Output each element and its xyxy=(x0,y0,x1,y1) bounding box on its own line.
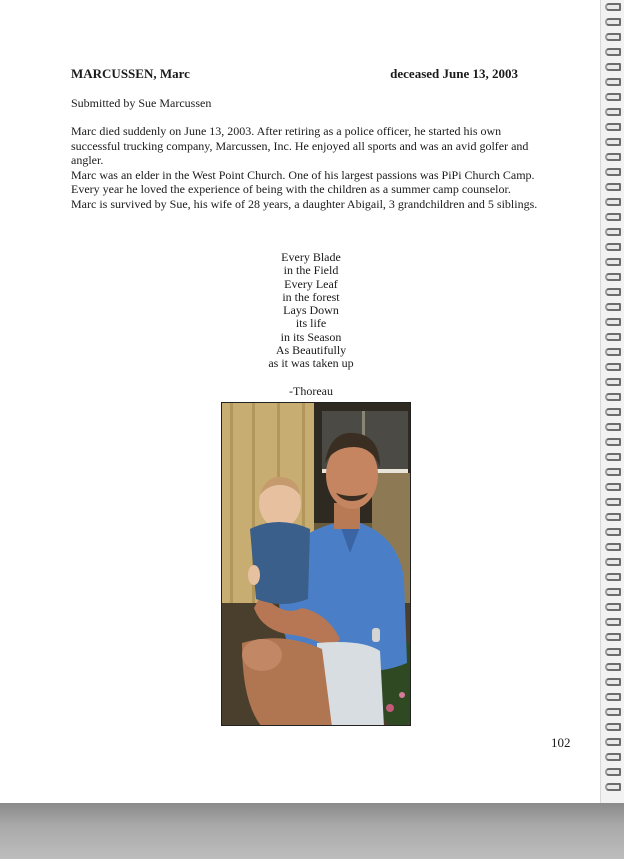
spiral-binding xyxy=(600,0,624,803)
binding-ring xyxy=(605,333,621,341)
poem-line: Every Blade xyxy=(281,250,341,264)
scan-shadow xyxy=(0,803,624,859)
memorial-photo xyxy=(221,402,411,726)
binding-ring xyxy=(605,198,621,206)
binding-ring xyxy=(605,273,621,281)
binding-ring xyxy=(605,603,621,611)
binding-ring xyxy=(605,3,621,11)
binding-ring xyxy=(605,123,621,131)
binding-ring xyxy=(605,438,621,446)
binding-ring xyxy=(605,78,621,86)
death-date: deceased June 13, 2003 xyxy=(390,66,518,81)
binding-ring xyxy=(605,213,621,221)
poem xyxy=(230,251,392,371)
binding-ring xyxy=(605,738,621,746)
binding-ring xyxy=(605,708,621,716)
poem-line: in its Season xyxy=(280,329,342,344)
submitted-by: Submitted by Sue Marcussen xyxy=(71,96,212,110)
binding-ring xyxy=(605,303,621,311)
binding-ring xyxy=(605,153,621,161)
binding-ring xyxy=(605,678,621,686)
binding-ring xyxy=(605,318,621,326)
binding-ring xyxy=(605,228,621,236)
binding-ring xyxy=(605,48,621,56)
binding-ring xyxy=(605,393,621,401)
obituary-name: MARCUSSEN, Marc xyxy=(71,66,190,81)
binding-ring xyxy=(605,783,621,791)
page-number: 102 xyxy=(551,735,571,750)
body-paragraph: Marc was an elder in the West Point Church. One of his largest passions was PiPi Church Camp. Every year he loved the experience of being with the children as a summer camp counselor. xyxy=(71,167,535,196)
binding-ring xyxy=(605,588,621,596)
binding-ring xyxy=(605,63,621,71)
binding-ring xyxy=(605,93,621,101)
binding-ring xyxy=(605,258,621,266)
poem-line: as it was taken up xyxy=(268,356,354,371)
obituary-body xyxy=(71,124,541,211)
poem-line: Lays Down xyxy=(283,303,339,318)
binding-ring xyxy=(605,243,621,251)
binding-ring xyxy=(605,168,621,176)
binding-ring xyxy=(605,363,621,371)
binding-ring xyxy=(605,693,621,701)
poem-line: in the forest xyxy=(282,289,340,304)
poem-line: its life xyxy=(295,316,327,331)
binding-ring xyxy=(605,483,621,491)
binding-ring xyxy=(605,468,621,476)
binding-ring xyxy=(605,408,621,416)
binding-ring xyxy=(605,183,621,191)
binding-ring xyxy=(605,348,621,356)
poem-author: -Thoreau xyxy=(289,384,333,398)
binding-ring xyxy=(605,288,621,296)
binding-ring xyxy=(605,498,621,506)
body-paragraph: Marc is survived by Sue, his wife of 28 years, a daughter Abigail, 3 grandchildren and 5 siblings. xyxy=(71,196,538,211)
binding-ring xyxy=(605,618,621,626)
binding-ring xyxy=(605,138,621,146)
binding-ring xyxy=(605,633,621,641)
binding-ring xyxy=(605,108,621,116)
binding-ring xyxy=(605,33,621,41)
binding-ring xyxy=(605,753,621,761)
binding-ring xyxy=(605,648,621,656)
binding-ring xyxy=(605,528,621,536)
binding-ring xyxy=(605,768,621,776)
body-paragraph: Marc died suddenly on June 13, 2003. After retiring as a police officer, he started his own successful trucking company, Marcussen, Inc. He enjoyed all sports and was an avid golfer and angler. xyxy=(71,124,529,167)
binding-ring xyxy=(605,18,621,26)
poem-line: As Beautifully xyxy=(275,343,347,358)
binding-ring xyxy=(605,543,621,551)
poem-line: in the Field xyxy=(283,263,339,278)
binding-ring xyxy=(605,723,621,731)
binding-ring xyxy=(605,453,621,461)
binding-ring xyxy=(605,513,621,521)
photo-illustration xyxy=(222,403,411,726)
binding-ring xyxy=(605,573,621,581)
binding-ring xyxy=(605,423,621,431)
binding-ring xyxy=(605,378,621,386)
binding-ring xyxy=(605,663,621,671)
binding-ring xyxy=(605,558,621,566)
poem-line: Every Leaf xyxy=(284,276,338,291)
